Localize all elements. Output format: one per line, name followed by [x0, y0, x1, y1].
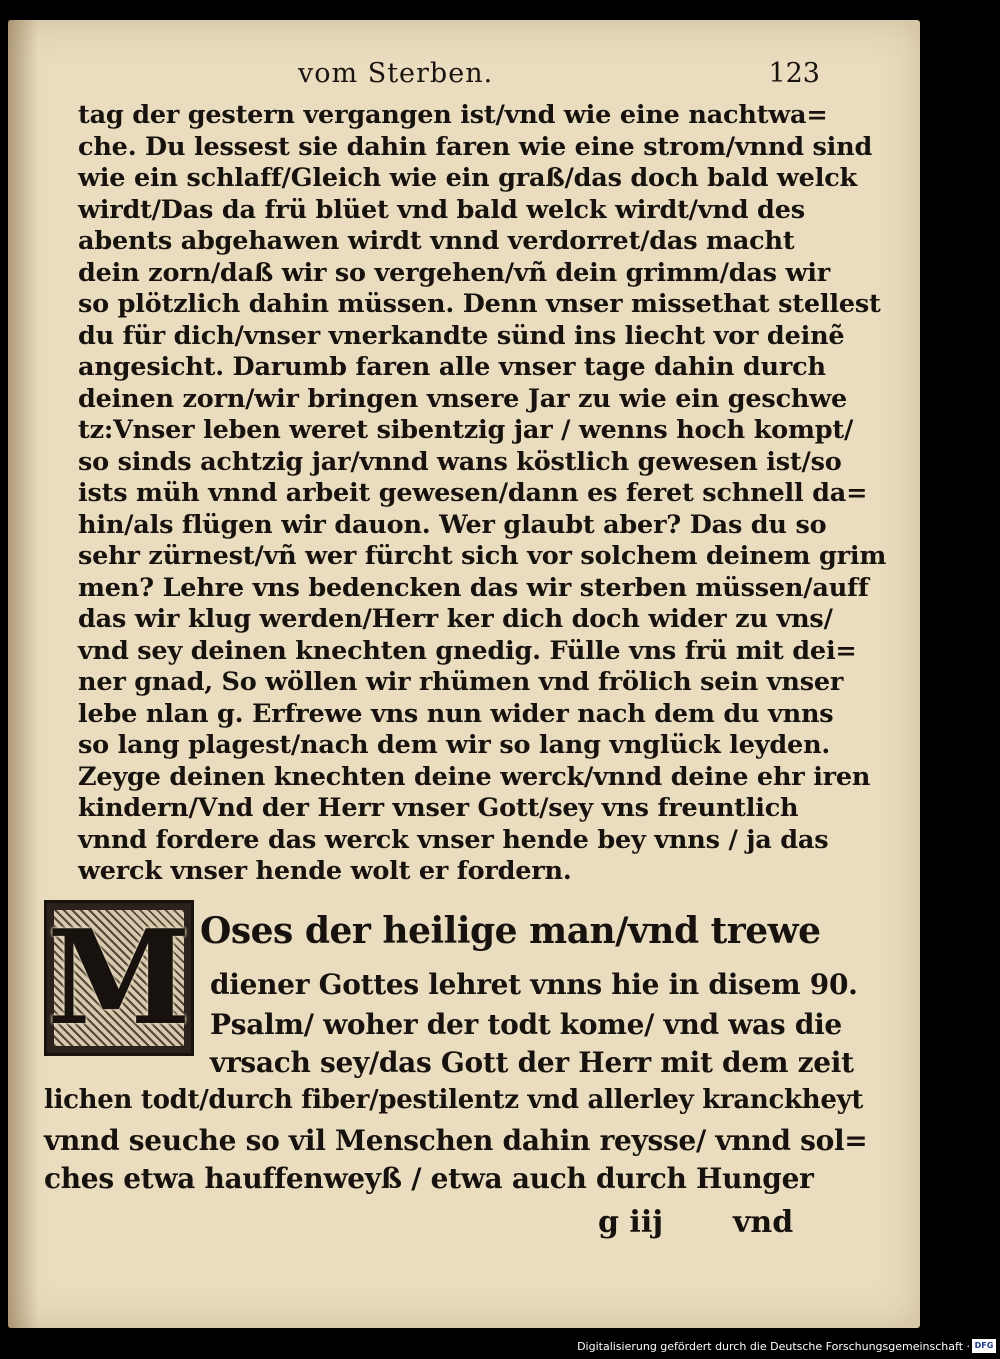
- section-line: ches etwa hauffenweyß / etwa auch durch Hunger: [44, 1162, 814, 1195]
- initial-letter: M: [47, 901, 191, 1054]
- section-line: diener Gottes lehret vnns hie in disem 90.: [210, 968, 858, 1001]
- text-line: tag der gestern vergangen ist/vnd wie eine nachtwa=: [78, 100, 828, 130]
- text-line: che. Du lessest sie dahin faren wie eine strom/vnnd sind: [78, 131, 873, 162]
- catchword: vnd: [733, 1205, 794, 1240]
- book-page: [8, 20, 920, 1328]
- page-header: [298, 58, 820, 98]
- section-line: Psalm/ woher der todt kome/ vnd was die: [210, 1008, 842, 1041]
- text-line: vnnd fordere das werck vnser hende bey vnns / ja das: [78, 824, 829, 855]
- text-line: lebe nlan g. Erfrewe vns nun wider nach dem du vnns: [78, 698, 834, 729]
- text-line: dein zorn/daß wir so vergehen/vñ dein grimm/das wir: [78, 257, 830, 288]
- body-text: [78, 100, 887, 888]
- text-line: das wir klug werden/Herr ker dich doch wider zu vns/: [78, 604, 833, 634]
- dfg-logo-icon: DFG: [972, 1339, 996, 1353]
- section-line: lichen todt/durch fiber/pestilentz vnd allerley kranckheyt: [44, 1085, 864, 1115]
- page-number: 123: [768, 58, 820, 89]
- text-line: ner gnad, So wöllen wir rhümen vnd frölich sein vnser: [78, 667, 844, 697]
- section-line: vnnd seuche so vil Menschen dahin reysse/ vnnd sol=: [44, 1124, 868, 1157]
- text-line: werck vnser hende wolt er fordern.: [78, 856, 572, 886]
- text-line: wie ein schlaff/Gleich wie ein graß/das doch bald welck: [78, 163, 857, 193]
- text-line: du für dich/vnser vnerkandte sünd ins liecht vor deinẽ: [78, 320, 845, 351]
- funding-credit: Digitalisierung gefördert durch die Deutsche Forschungsgemeinschaft ·: [577, 1340, 970, 1353]
- text-line: sehr zürnest/vñ wer fürcht sich vor solchem deinem grim: [78, 541, 887, 571]
- text-line: angesicht. Darumb faren alle vnser tage dahin durch: [78, 352, 826, 382]
- text-line: vnd sey deinen knechten gnedig. Fülle vns frü mit dei=: [78, 635, 857, 666]
- gutter-shadow: [8, 20, 38, 1328]
- signature-mark: g iij: [598, 1205, 664, 1240]
- text-line: ists müh vnnd arbeit gewesen/dann es feret schnell da=: [78, 478, 868, 508]
- section-line: vrsach sey/das Gott der Herr mit dem zeit: [210, 1046, 854, 1079]
- text-line: kindern/Vnd der Herr vnser Gott/sey vns freuntlich: [78, 793, 799, 823]
- text-line: hin/als flügen wir dauon. Wer glaubt aber? Das du so: [78, 509, 827, 540]
- text-line: so lang plagest/nach dem wir so lang vnglück leyden.: [78, 730, 831, 760]
- text-line: abents abgehawen wirdt vnnd verdorret/das macht: [78, 226, 795, 256]
- text-line: so plötzlich dahin müssen. Denn vnser missethat stellest: [78, 289, 881, 319]
- footer-bar: [0, 1336, 1000, 1359]
- text-line: Zeyge deinen knechten deine werck/vnnd deine ehr iren: [78, 761, 871, 792]
- decorated-initial: [44, 900, 194, 1056]
- running-head: vom Sterben.: [298, 58, 494, 89]
- section-first-line: Oses der heilige man/vnd trewe: [200, 910, 821, 952]
- text-line: men? Lehre vns bedencken das wir sterben müssen/auff: [78, 572, 869, 603]
- text-line: so sinds achtzig jar/vnnd wans köstlich gewesen ist/so: [78, 446, 842, 477]
- text-line: wirdt/Das da frü blüet vnd bald welck wirdt/vnd des: [78, 194, 805, 225]
- text-line: deinen zorn/wir bringen vnsere Jar zu wie ein geschwe: [78, 383, 848, 414]
- text-line: tz:Vnser leben weret sibentzig jar / wenns hoch kompt/: [78, 415, 854, 445]
